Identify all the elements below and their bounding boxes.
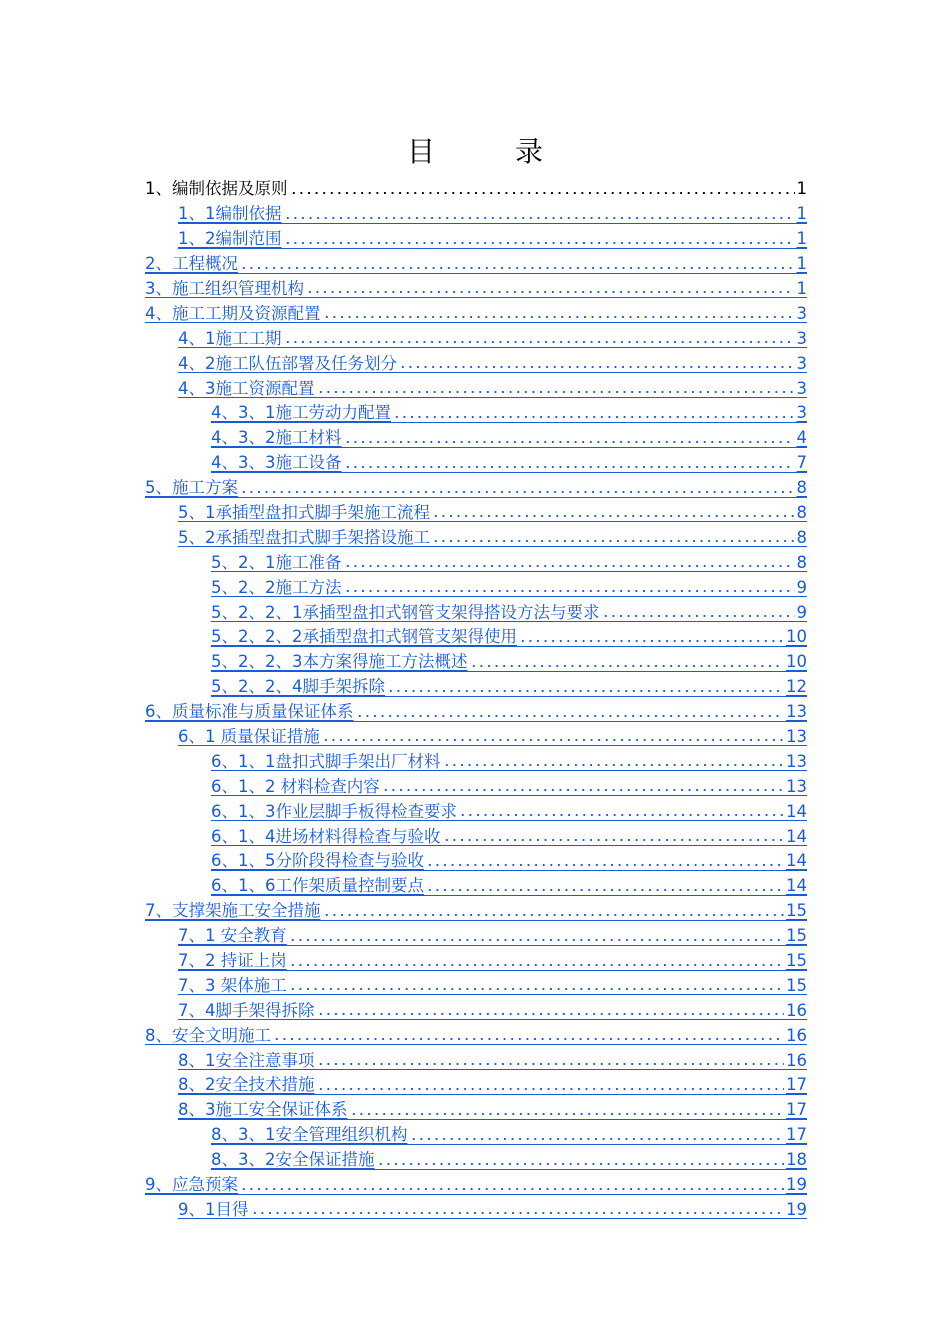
toc-entry-title[interactable]: 8、3、2安全保证措施 — [211, 1150, 375, 1170]
toc-entry-title[interactable]: 5、2、2、1承插型盘扣式钢管支架得搭设方法与要求 — [211, 602, 600, 622]
toc-page-number[interactable]: 7 — [796, 453, 807, 473]
toc-entry[interactable] — [145, 946, 807, 971]
dot-leader — [470, 665, 785, 667]
toc-entry-title[interactable]: 7、3 架体施工 — [178, 975, 287, 995]
dot-leader — [273, 1038, 784, 1040]
toc-entry-title[interactable]: 5、2、2、2承插型盘扣式钢管支架得使用 — [211, 627, 517, 647]
toc-entry-title[interactable]: 4、3施工资源配置 — [178, 378, 315, 398]
dot-leader — [432, 540, 795, 542]
toc-entry[interactable] — [145, 448, 807, 473]
dot-leader — [459, 814, 784, 816]
toc-entry-title[interactable]: 8、3施工安全保证体系 — [178, 1100, 348, 1120]
toc-page-number[interactable]: 1 — [796, 229, 807, 249]
toc-page-number[interactable]: 3 — [796, 403, 807, 423]
toc-entry-title: 1、编制依据及原则 — [145, 179, 288, 199]
toc-page-number[interactable]: 8 — [796, 552, 807, 572]
toc-entry[interactable] — [145, 921, 807, 946]
toc-entry[interactable] — [145, 423, 807, 448]
dot-leader — [356, 715, 785, 717]
toc-entry[interactable] — [145, 224, 807, 249]
link-underline — [178, 1218, 807, 1219]
toc-entry[interactable] — [145, 572, 807, 597]
toc-entry[interactable] — [145, 746, 807, 771]
toc-entry[interactable] — [145, 995, 807, 1020]
dot-leader — [317, 1013, 785, 1015]
dot-leader — [344, 466, 795, 468]
toc-page-number[interactable]: 10 — [786, 652, 807, 672]
toc-entry[interactable] — [145, 1070, 807, 1095]
toc-page-number[interactable]: 14 — [786, 801, 807, 821]
toc-entry[interactable] — [145, 896, 807, 921]
toc-page-number[interactable]: 10 — [786, 627, 807, 647]
dot-leader — [426, 889, 784, 891]
toc-entry[interactable] — [145, 1020, 807, 1045]
toc-entry-title[interactable]: 3、施工组织管理机构 — [145, 278, 304, 298]
toc-entry[interactable] — [145, 547, 807, 572]
toc-entry-title[interactable]: 7、支撑架施工安全措施 — [145, 901, 321, 921]
toc-page-number[interactable]: 15 — [786, 926, 807, 946]
dot-leader — [284, 217, 795, 219]
toc-entry-title[interactable]: 6、1、3作业层脚手板得检查要求 — [211, 801, 457, 821]
dot-leader — [251, 1212, 785, 1214]
toc-entry-title[interactable]: 8、1安全注意事项 — [178, 1050, 315, 1070]
toc-page-number[interactable]: 13 — [786, 751, 807, 771]
toc-page-number[interactable]: 8 — [796, 478, 807, 498]
toc-entry[interactable] — [145, 249, 807, 274]
dot-leader — [382, 789, 784, 791]
toc-entry-title[interactable]: 5、2、1施工准备 — [211, 552, 342, 572]
dot-leader — [289, 964, 784, 966]
dot-leader — [387, 690, 784, 692]
toc-title: 目 录 — [406, 135, 569, 168]
toc-entry[interactable] — [145, 274, 807, 299]
toc-entry[interactable] — [145, 871, 807, 896]
toc-entry[interactable] — [145, 323, 807, 348]
toc-page-number[interactable]: 15 — [786, 901, 807, 921]
toc-page-number[interactable]: 3 — [796, 378, 807, 398]
dot-leader — [240, 491, 795, 493]
toc-entry-title[interactable]: 1、1编制依据 — [178, 204, 282, 224]
toc-page-number[interactable]: 8 — [796, 527, 807, 547]
dot-leader — [317, 1063, 785, 1065]
toc-entry-title[interactable]: 4、3、1施工劳动力配置 — [211, 403, 391, 423]
toc-entry[interactable] — [145, 298, 807, 323]
toc-entry[interactable] — [145, 771, 807, 796]
dot-leader — [306, 291, 795, 293]
dot-leader — [240, 1188, 784, 1190]
dot-leader — [317, 391, 795, 393]
toc-page-number[interactable]: 16 — [786, 1050, 807, 1070]
toc-page-number[interactable]: 17 — [786, 1125, 807, 1145]
toc-entry[interactable] — [145, 722, 807, 747]
toc-entry-title[interactable]: 5、2、2施工方法 — [211, 577, 342, 597]
toc-entry-title[interactable]: 4、2施工队伍部署及任务划分 — [178, 353, 397, 373]
dot-leader — [432, 515, 795, 517]
toc-page-number[interactable]: 8 — [796, 502, 807, 522]
dot-leader — [350, 1113, 785, 1115]
toc-page-number[interactable]: 1 — [796, 254, 807, 274]
dot-leader — [344, 590, 795, 592]
dot-leader — [426, 864, 784, 866]
toc-entry-title[interactable]: 5、1承插型盘扣式脚手架施工流程 — [178, 502, 430, 522]
toc-entry-title[interactable]: 8、安全文明施工 — [145, 1025, 271, 1045]
toc-entry-title[interactable]: 5、施工方案 — [145, 478, 238, 498]
toc-entry-title[interactable]: 7、2 持证上岗 — [178, 951, 287, 970]
toc-page-number[interactable]: 14 — [786, 876, 807, 896]
toc-entry-title[interactable]: 8、3、1安全管理组织机构 — [211, 1125, 408, 1145]
toc-page-number[interactable]: 13 — [786, 702, 807, 722]
toc-entry[interactable] — [145, 647, 807, 672]
toc-page-number[interactable]: 15 — [786, 951, 807, 970]
toc-page-number[interactable]: 1 — [796, 278, 807, 298]
toc-entry-title[interactable]: 6、1、2 材料检查内容 — [211, 776, 380, 796]
toc-page-number[interactable]: 18 — [786, 1150, 807, 1170]
toc-page-number[interactable]: 17 — [786, 1075, 807, 1095]
toc-entry-title[interactable]: 5、2、2、4脚手架拆除 — [211, 677, 385, 697]
toc-page-number[interactable]: 9 — [796, 602, 807, 622]
toc-entry[interactable] — [145, 473, 807, 498]
toc-entry[interactable] — [145, 1045, 807, 1070]
dot-leader — [519, 640, 784, 642]
toc-entry[interactable] — [145, 796, 807, 821]
toc-entry-title[interactable]: 6、1、1盘扣式脚手架出厂材料 — [211, 751, 441, 771]
toc-page-number[interactable]: 16 — [786, 1025, 807, 1045]
toc-page-number[interactable]: 3 — [796, 303, 807, 323]
toc-entry[interactable] — [145, 522, 807, 547]
toc-entry[interactable] — [145, 971, 807, 996]
toc-page-number[interactable]: 14 — [786, 851, 807, 871]
toc-entry-title[interactable]: 6、1 质量保证措施 — [178, 726, 320, 746]
toc-entry-title[interactable]: 5、2承插型盘扣式脚手架搭设施工 — [178, 527, 430, 547]
toc-page-number[interactable]: 19 — [786, 1175, 807, 1195]
toc-entry-title[interactable]: 6、1、5分阶段得检查与验收 — [211, 851, 424, 871]
dot-leader — [410, 1138, 785, 1140]
dot-leader — [377, 1163, 785, 1165]
toc-entry-title[interactable]: 4、3、3施工设备 — [211, 453, 342, 473]
toc-entry-title[interactable]: 9、应急预案 — [145, 1175, 238, 1195]
dot-leader — [289, 988, 784, 990]
toc-page-number[interactable]: 13 — [786, 776, 807, 796]
toc-entry[interactable] — [145, 821, 807, 846]
toc-entry[interactable] — [145, 348, 807, 373]
toc-entry[interactable] — [145, 1095, 807, 1120]
toc-page-number[interactable]: 4 — [796, 428, 807, 448]
toc-entry-title[interactable]: 8、2安全技术措施 — [178, 1075, 315, 1095]
toc-entry-title[interactable]: 4、3、2施工材料 — [211, 428, 342, 448]
dot-leader — [399, 366, 795, 368]
toc-page-number: 1 — [796, 179, 807, 199]
toc-page-number[interactable]: 12 — [786, 677, 807, 697]
toc-entry-title[interactable]: 6、1、6工作架质量控制要点 — [211, 876, 424, 896]
toc-entry[interactable] — [145, 1195, 807, 1220]
toc-entry-title[interactable]: 9、1目得 — [178, 1199, 249, 1219]
toc-entry-title[interactable]: 7、4脚手架得拆除 — [178, 1000, 315, 1020]
dot-leader — [284, 242, 795, 244]
toc-page-number[interactable]: 15 — [786, 975, 807, 995]
dot-leader — [322, 739, 784, 741]
dot-leader — [323, 914, 785, 916]
toc-entry-title[interactable]: 6、1、4进场材料得检查与验收 — [211, 826, 441, 846]
dot-leader — [344, 441, 795, 443]
toc-entry[interactable] — [145, 398, 807, 423]
dot-leader — [602, 615, 795, 617]
toc-entry-title[interactable]: 5、2、2、3本方案得施工方法概述 — [211, 652, 468, 672]
toc-entry-title[interactable]: 2、工程概况 — [145, 254, 238, 274]
toc-page-number[interactable]: 1 — [796, 204, 807, 224]
toc-entry[interactable] — [145, 373, 807, 398]
dot-leader — [317, 1088, 785, 1090]
toc-entry[interactable] — [145, 1170, 807, 1195]
dot-leader — [284, 341, 795, 343]
toc-entry[interactable] — [145, 597, 807, 622]
dot-leader — [289, 939, 784, 941]
toc-entry-title[interactable]: 7、1 安全教育 — [178, 926, 287, 946]
toc-entry[interactable] — [145, 199, 807, 224]
toc-entry[interactable] — [145, 498, 807, 523]
toc-entry[interactable] — [145, 1120, 807, 1145]
dot-leader — [443, 839, 785, 841]
dot-leader — [393, 416, 795, 418]
toc-page-number[interactable]: 13 — [786, 726, 807, 746]
toc-entry — [145, 174, 807, 199]
toc-entry[interactable] — [145, 846, 807, 871]
toc-page-number[interactable]: 17 — [786, 1100, 807, 1120]
toc-page-number[interactable]: 19 — [786, 1199, 807, 1219]
toc-entry-title[interactable]: 1、2编制范围 — [178, 229, 282, 249]
toc-entry[interactable] — [145, 697, 807, 722]
toc-entry-title[interactable]: 6、质量标准与质量保证体系 — [145, 702, 354, 722]
toc-entry-title[interactable]: 4、施工工期及资源配置 — [145, 303, 321, 323]
dot-leader — [240, 267, 795, 269]
dot-leader — [344, 565, 795, 567]
toc-entry[interactable] — [145, 622, 807, 647]
toc-entry-title[interactable]: 4、1施工工期 — [178, 328, 282, 348]
toc-page-number[interactable]: 9 — [796, 577, 807, 597]
toc-page-number[interactable]: 3 — [796, 328, 807, 348]
toc-entry[interactable] — [145, 672, 807, 697]
toc-entry[interactable] — [145, 1145, 807, 1170]
dot-leader — [323, 316, 795, 318]
toc-page-number[interactable]: 14 — [786, 826, 807, 846]
toc-page-number[interactable]: 3 — [796, 353, 807, 373]
table-of-contents — [145, 174, 807, 1219]
dot-leader — [290, 192, 795, 194]
dot-leader — [443, 764, 785, 766]
toc-page-number[interactable]: 16 — [786, 1000, 807, 1020]
